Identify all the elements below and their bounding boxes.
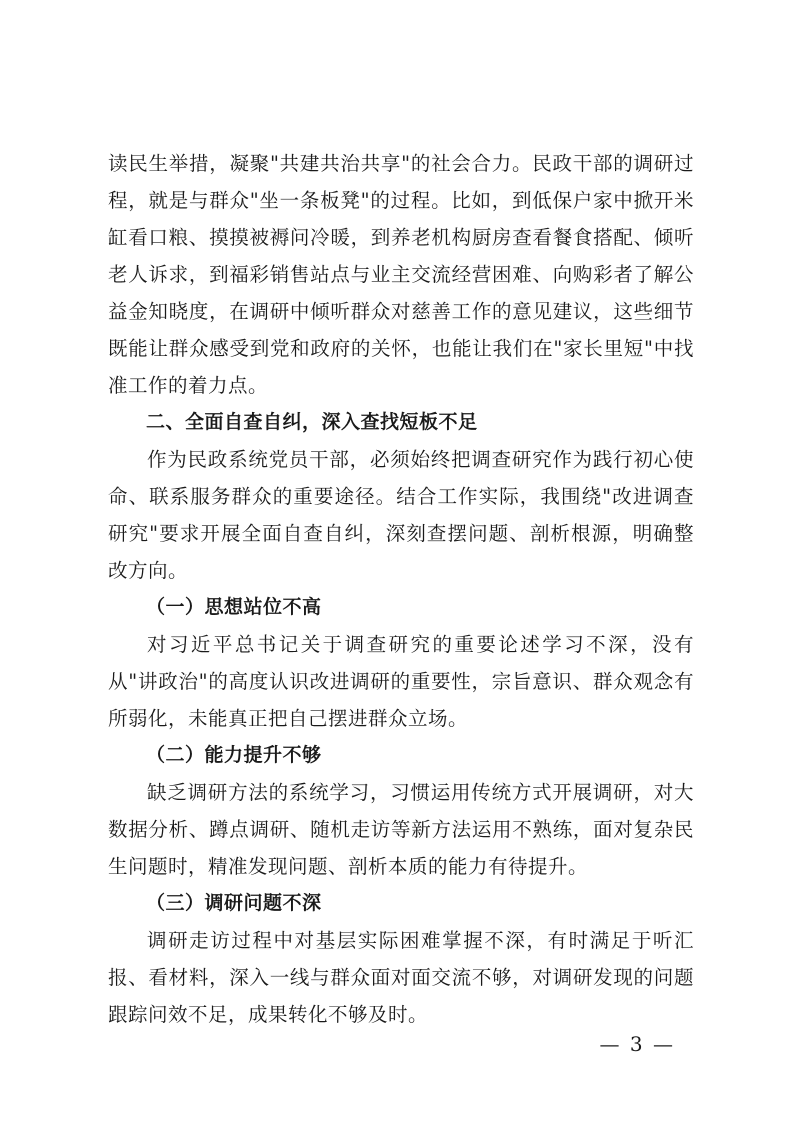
- document-body: [108, 145, 694, 1033]
- paragraph-continued: 读民生举措，凝聚"共建共治共享"的社会合力。民政干部的调研过程，就是与群众"坐一条板凳"的过程。比如，到低保户家中掀开米缸看口粮、摸摸被褥问冷暖，到养老机构厨房查看餐食搭配、倾听老人诉求，到福彩销售站点与业主交流经营困难、向购彩者了解公益金知晓度，在调研中倾听群众对慈善工作的意见建议，这些细节既能让群众感受到党和政府的关怀，也能让我们在"家长里短"中找准工作的着力点。: [108, 152, 694, 397]
- page-number: — 3 —: [599, 1032, 675, 1056]
- subheading-3: （三）调研问题不深: [146, 892, 322, 914]
- paragraph-section2-intro: 作为民政系统党员干部，必须始终把调查研究作为践行初心使命、联系服务群众的重要途径。结合工作实际，我围绕"改进调查研究"要求开展全面自查自纠，深刻查摆问题、剖析根源，明确整改方向。: [108, 448, 694, 582]
- paragraph-sub2: 缺乏调研方法的系统学习，习惯运用传统方式开展调研，对大数据分析、蹲点调研、随机走访等新方法运用不熟练，面对复杂民生问题时，精准发现问题、剖析本质的能力有待提升。: [108, 781, 694, 878]
- subheading-1: （一）思想站位不高: [146, 596, 322, 618]
- section-heading-2: 二、全面自查自纠，深入查找短板不足: [146, 411, 478, 433]
- paragraph-sub3: 调研走访过程中对基层实际困难掌握不深，有时满足于听汇报、看材料，深入一线与群众面对面交流不够，对调研发现的问题跟踪问效不足，成果转化不够及时。: [108, 929, 694, 1026]
- subheading-2: （二）能力提升不够: [146, 744, 322, 766]
- paragraph-sub1: 对习近平总书记关于调查研究的重要论述学习不深，没有从"讲政治"的高度认识改进调研的重要性，宗旨意识、群众观念有所弱化，未能真正把自己摆进群众立场。: [108, 633, 694, 730]
